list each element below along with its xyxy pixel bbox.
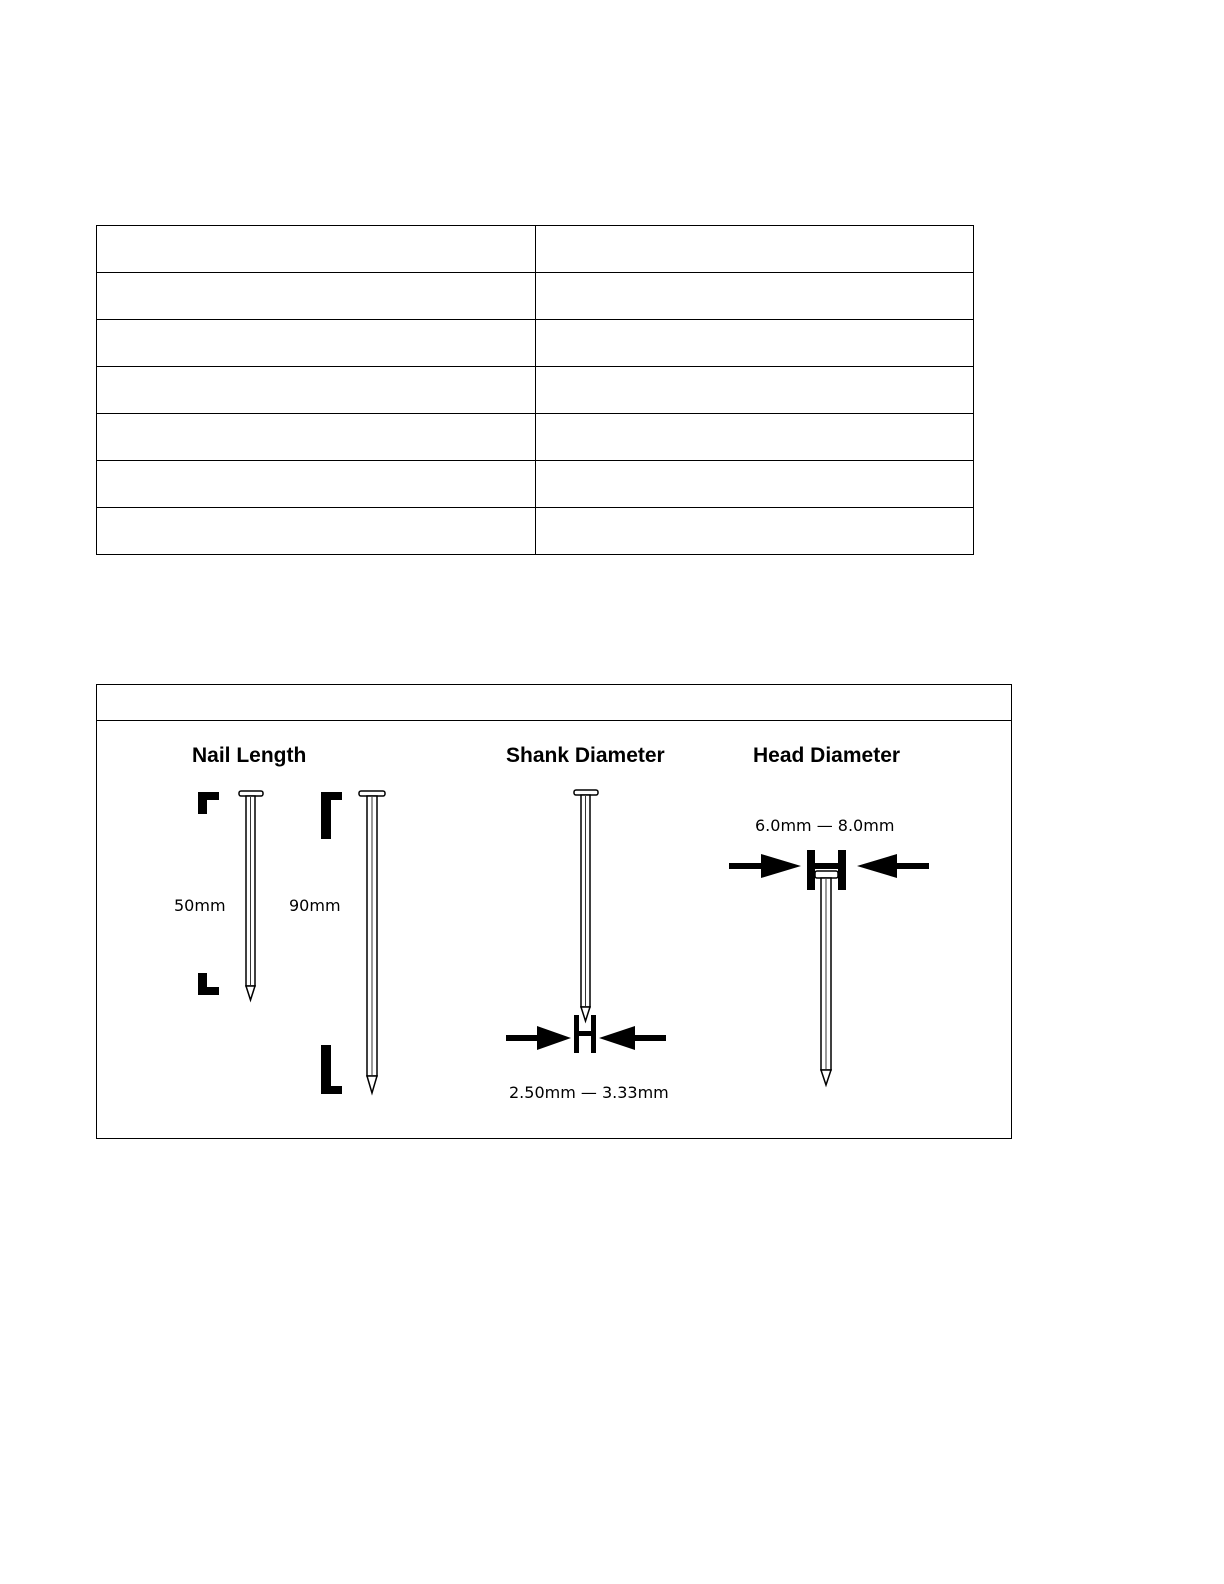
table-cell — [97, 508, 536, 555]
short-nail-length-label: 50mm — [174, 896, 226, 915]
arrow-right-icon — [729, 854, 801, 878]
table-cell — [535, 367, 974, 414]
spec-table — [96, 225, 974, 555]
head-nail-icon — [815, 871, 838, 1085]
table-cell — [535, 461, 974, 508]
top-bracket-icon — [321, 792, 342, 839]
short-nail-icon — [239, 791, 263, 1000]
table-cell — [97, 367, 536, 414]
short-nail-length-group — [174, 791, 263, 1000]
top-bracket-icon — [198, 792, 219, 814]
table-cell — [535, 320, 974, 367]
head-diameter-group — [729, 816, 929, 1085]
head-diameter-range-label: 6.0mm — 8.0mm — [755, 816, 895, 835]
shank-diameter-group — [506, 790, 669, 1102]
bottom-bracket-icon — [321, 1045, 342, 1094]
table-row — [97, 226, 974, 273]
long-nail-icon — [359, 791, 385, 1093]
head-diameter-heading: Head Diameter — [753, 744, 901, 767]
table-cell — [535, 226, 974, 273]
table-row — [97, 320, 974, 367]
shank-diameter-range-label: 2.50mm — 3.33mm — [509, 1083, 669, 1102]
table-cell — [535, 414, 974, 461]
table-cell — [97, 461, 536, 508]
table-cell — [97, 226, 536, 273]
table-cell — [97, 320, 536, 367]
shank-diameter-heading: Shank Diameter — [506, 744, 665, 767]
long-nail-length-label: 90mm — [289, 896, 341, 915]
bottom-bracket-icon — [198, 973, 219, 995]
shank-nail-icon — [574, 790, 598, 1021]
table-row — [97, 367, 974, 414]
table-cell — [535, 508, 974, 555]
nail-dimensions-figure — [96, 684, 1012, 1139]
table-row — [97, 508, 974, 555]
nail-length-heading: Nail Length — [192, 744, 307, 767]
table-row — [97, 461, 974, 508]
table-cell — [97, 273, 536, 320]
arrow-left-icon — [599, 1026, 666, 1050]
arrow-left-icon — [857, 854, 929, 878]
table-row — [97, 414, 974, 461]
nail-dimensions-diagram — [97, 685, 1013, 1140]
long-nail-length-group — [289, 791, 385, 1094]
table-row — [97, 273, 974, 320]
arrow-right-icon — [506, 1026, 571, 1050]
table-cell — [535, 273, 974, 320]
table-cell — [97, 414, 536, 461]
